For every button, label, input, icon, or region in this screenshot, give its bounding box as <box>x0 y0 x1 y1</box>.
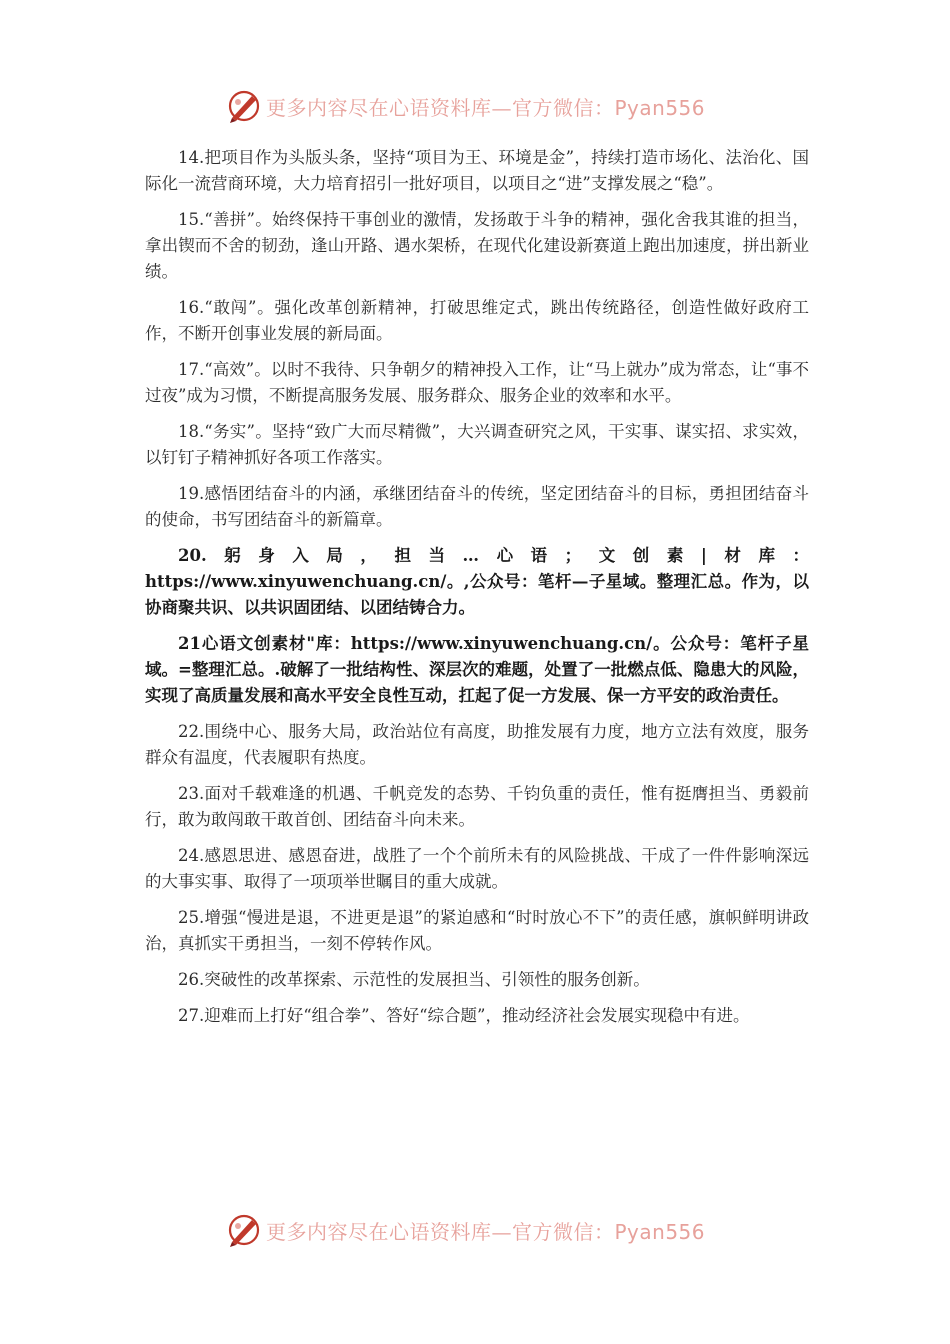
paragraph-21: 21心语文创素材"库：https://www.xinyuwenchuang.cn/。公众号：笔杆子星域。=整理汇总。.破解了一批结构性、深层次的难题，处置了一批燃点低、隐患大的风险，实现了高质量发展和高水平安全良性互动，扛起了促一方发展、保一方平安的政治责任。 <box>145 634 809 705</box>
paragraph-23: 23.面对千载难逢的机遇、千帆竞发的态势、千钧负重的责任，惟有挺膺担当、勇毅前行，敢为敢闯敢干敢首创、团结奋斗向未来。 <box>145 784 809 829</box>
pen-logo-icon <box>226 1212 262 1248</box>
pen-logo-icon <box>226 88 262 124</box>
footer-wechat-id: Pyan556 <box>614 1219 706 1244</box>
header-banner-text: 更多内容尽在心语资料库—官方微信：Pyan556 <box>266 95 706 120</box>
header-banner <box>226 86 746 126</box>
paragraph-20: 20.躬身入局，担当…心语；文创素|材库：https://www.xinyuwenchuang.cn/。,公众号：笔杆—子星域。整理汇总。作为，以协商聚共识、以共识固团结、以团结铸合力。 <box>145 546 809 617</box>
paragraph-24: 24.感恩思进、感恩奋进，战胜了一个个前所未有的风险挑战、干成了一件件影响深远的大事实事、取得了一项项举世瞩目的重大成就。 <box>145 846 809 891</box>
paragraph-25: 25.增强“慢进是退，不进更是退”的紧迫感和“时时放心不下”的责任感，旗帜鲜明讲政治，真抓实干勇担当，一刻不停转作风。 <box>145 908 809 953</box>
paragraph-15: 15.“善拼”。始终保持干事创业的激情，发扬敢于斗争的精神，强化舍我其谁的担当，拿出锲而不舍的韧劲，逢山开路、遇水架桥，在现代化建设新赛道上跑出加速度，拼出新业绩。 <box>145 210 809 281</box>
paragraph-22: 22.围绕中心、服务大局，政治站位有高度，助推发展有力度，地方立法有效度，服务群众有温度，代表履职有热度。 <box>145 722 809 767</box>
paragraph-17: 17.“高效”。以时不我待、只争朝夕的精神投入工作，让“马上就办”成为常态，让“事不过夜”成为习惯，不断提高服务发展、服务群众、服务企业的效率和水平。 <box>145 360 809 405</box>
paragraph-18: 18.“务实”。坚持“致广大而尽精微”，大兴调查研究之风，干实事、谋实招、求实效，以钉钉子精神抓好各项工作落实。 <box>145 422 809 467</box>
footer-banner-text: 更多内容尽在心语资料库—官方微信：Pyan556 <box>266 1219 706 1244</box>
footer-banner <box>226 1210 746 1250</box>
paragraph-14: 14.把项目作为头版头条，坚持“项目为王、环境是金”，持续打造市场化、法治化、国际化一流营商环境，大力培育招引一批好项目，以项目之“进”支撑发展之“稳”。 <box>145 148 809 193</box>
paragraph-19: 19.感悟团结奋斗的内涵，承继团结奋斗的传统，坚定团结奋斗的目标，勇担团结奋斗的使命，书写团结奋斗的新篇章。 <box>145 484 809 529</box>
paragraph-26: 26.突破性的改革探索、示范性的发展担当、引领性的服务创新。 <box>178 970 650 989</box>
paragraph-27: 27.迎难而上打好“组合拳”、答好“综合题”，推动经济社会发展实现稳中有进。 <box>178 1006 750 1025</box>
header-wechat-id: Pyan556 <box>614 95 706 120</box>
paragraph-16: 16.“敢闯”。强化改革创新精神，打破思维定式，跳出传统路径，创造性做好政府工作，不断开创事业发展的新局面。 <box>145 298 809 343</box>
document-body <box>145 145 809 1039</box>
